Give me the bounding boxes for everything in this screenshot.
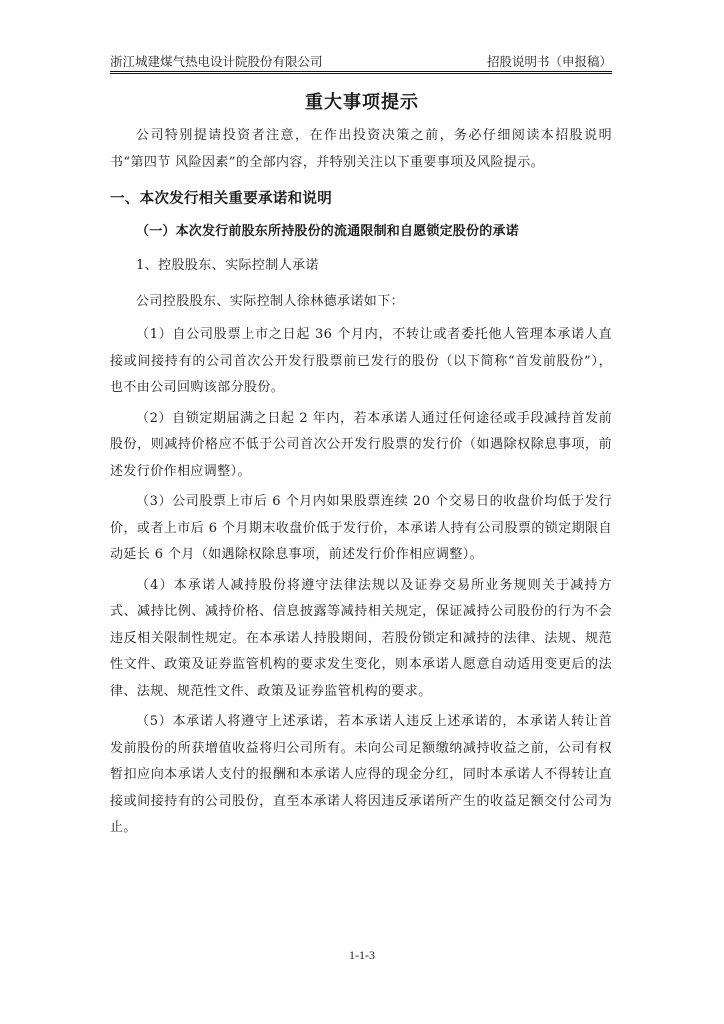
commitment-paragraph: （2）自锁定期届满之日起 2 年内，若本承诺人通过任何途径或手段减持首发前股份，则减持价格应不低于公司首次公开发行股票的发行价（如遇除权除息事项，前述发行价作相应调整）。 <box>110 410 612 479</box>
page-title: 重大事项提示 <box>305 92 419 113</box>
item-heading: 1、控股股东、实际控制人承诺 <box>136 258 319 273</box>
commitment-paragraph: （3）公司股票上市后 6 个月内如果股票连续 20 个交易日的收盘价均低于发行价，或者上市后 6 个月期末收盘价低于发行价，本承诺人持有公司股票的锁定期限自动延长 6 个月（如遇除权除息事项，前述发行价作相应调整）。 <box>110 494 612 562</box>
commitment-paragraph: （1）自公司股票上市之日起 36 个月内，不转让或者委托他人管理本承诺人直接或间接持有的公司首次公开发行股票前已发行的股份（以下简称“首发前股份”），也不由公司回购该部分股份。 <box>110 327 612 395</box>
page-header <box>110 50 612 70</box>
commitment-paragraph: （5）本承诺人将遵守上述承诺，若本承诺人违反上述承诺的，本承诺人转让首发前股份的所获增值收益将归公司所有。未向公司足额缴纳减持收益之前，公司有权暂扣应向本承诺人支付的报酬和本承诺人应得的现金分红，同时本承诺人不得转让直接或间接持有的公司股份，直至本承诺人将因违反承诺所产生的收益足额交付公司为止。 <box>110 714 612 835</box>
subsection-heading: （一）本次发行前股东所持股份的流通限制和自愿锁定股份的承诺 <box>136 224 519 239</box>
header-company-name: 浙江城建煤气热电设计院股份有限公司 <box>110 54 323 69</box>
intro-paragraph: 公司特别提请投资者注意，在作出投资决策之前，务必仔细阅读本招股说明书“第四节 风险因素”的全部内容，并特别关注以下重要事项及风险提示。 <box>110 128 612 170</box>
header-divider <box>110 71 612 72</box>
document-body <box>110 123 612 842</box>
section-heading: 一、本次发行相关重要承诺和说明 <box>110 191 332 207</box>
page-number: 1-1-3 <box>349 948 375 962</box>
commitment-paragraph: （4）本承诺人减持股份将遵守法律法规以及证券交易所业务规则关于减持方式、减持比例、减持价格、信息披露等减持相关规定，保证减持公司股份的行为不会违反相关限制性规定。在本承诺人持股期间，若股份锁定和减持的法律、法规、规范性文件、政策及证券监管机构的要求发生变化，则本承诺人愿意自动适用变更后的法律、法规、规范性文件、政策及证券监管机构的要求。 <box>110 577 612 699</box>
header-document-type: 招股说明书（申报稿） <box>486 54 612 69</box>
header-divider-secondary <box>110 73 612 74</box>
commitment-lead: 公司控股股东、实际控制人徐林德承诺如下： <box>136 294 405 309</box>
